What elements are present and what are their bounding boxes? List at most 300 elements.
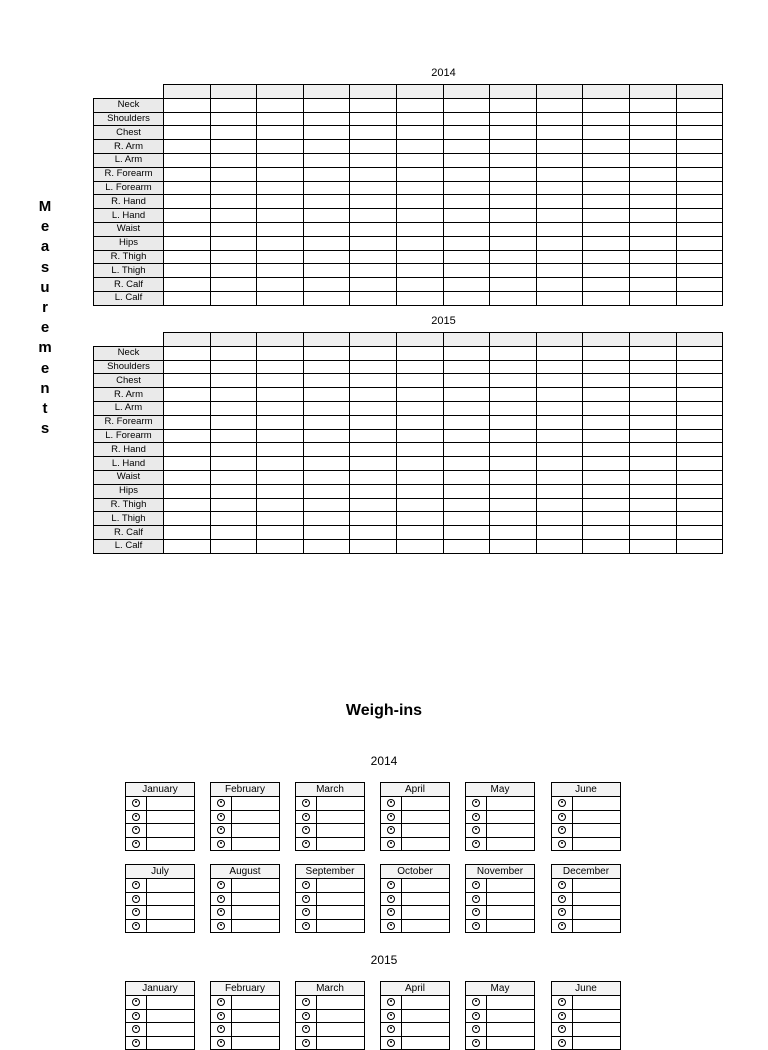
measurement-cell[interactable] — [536, 195, 583, 209]
measurement-cell[interactable] — [443, 264, 490, 278]
weight-entry-cell[interactable] — [402, 920, 449, 933]
measurement-cell[interactable] — [396, 539, 443, 553]
measurement-cell[interactable] — [629, 388, 676, 402]
measurement-cell[interactable] — [396, 470, 443, 484]
measurement-cell[interactable] — [443, 140, 490, 154]
measurement-cell[interactable] — [350, 291, 397, 305]
measurement-cell[interactable] — [676, 443, 723, 457]
measurement-cell[interactable] — [257, 443, 304, 457]
weight-entry-cell[interactable] — [573, 920, 620, 933]
measurement-cell[interactable] — [536, 167, 583, 181]
measurement-cell[interactable] — [629, 126, 676, 140]
measurement-cell[interactable] — [257, 250, 304, 264]
measurement-cell[interactable] — [350, 195, 397, 209]
measurement-cell[interactable] — [350, 98, 397, 112]
measurement-cell[interactable] — [396, 291, 443, 305]
weight-entry-cell[interactable] — [317, 1023, 364, 1036]
measurement-cell[interactable] — [490, 236, 537, 250]
weight-entry-cell[interactable] — [487, 893, 534, 906]
measurement-cell[interactable] — [676, 484, 723, 498]
measurement-cell[interactable] — [350, 539, 397, 553]
measurement-cell[interactable] — [583, 526, 630, 540]
measurement-cell[interactable] — [164, 429, 211, 443]
weight-entry-cell[interactable] — [487, 920, 534, 933]
measurement-cell[interactable] — [676, 360, 723, 374]
measurement-cell[interactable] — [396, 222, 443, 236]
measurement-cell[interactable] — [443, 360, 490, 374]
measurement-cell[interactable] — [490, 153, 537, 167]
measurement-cell[interactable] — [396, 140, 443, 154]
weight-entry-cell[interactable] — [232, 1010, 279, 1023]
measurement-cell[interactable] — [210, 167, 257, 181]
measurement-cell[interactable] — [257, 539, 304, 553]
measurement-cell[interactable] — [164, 181, 211, 195]
measurement-cell[interactable] — [676, 195, 723, 209]
measurement-cell[interactable] — [303, 360, 350, 374]
measurement-cell[interactable] — [443, 291, 490, 305]
weight-entry-cell[interactable] — [402, 879, 449, 892]
measurement-cell[interactable] — [443, 443, 490, 457]
weight-entry-cell[interactable] — [317, 920, 364, 933]
measurement-cell[interactable] — [164, 512, 211, 526]
weight-entry-cell[interactable] — [573, 824, 620, 837]
measurement-cell[interactable] — [583, 222, 630, 236]
measurement-cell[interactable] — [396, 429, 443, 443]
header-cell[interactable] — [536, 85, 583, 99]
measurement-cell[interactable] — [396, 512, 443, 526]
measurement-cell[interactable] — [443, 484, 490, 498]
header-cell[interactable] — [257, 333, 304, 347]
measurement-cell[interactable] — [629, 209, 676, 223]
measurement-cell[interactable] — [443, 167, 490, 181]
measurement-cell[interactable] — [396, 250, 443, 264]
measurement-cell[interactable] — [583, 443, 630, 457]
measurement-cell[interactable] — [164, 291, 211, 305]
measurement-cell[interactable] — [676, 526, 723, 540]
weight-entry-cell[interactable] — [232, 797, 279, 810]
measurement-cell[interactable] — [164, 264, 211, 278]
measurement-cell[interactable] — [210, 443, 257, 457]
measurement-cell[interactable] — [536, 250, 583, 264]
measurement-cell[interactable] — [164, 153, 211, 167]
weight-entry-cell[interactable] — [317, 996, 364, 1009]
measurement-cell[interactable] — [210, 401, 257, 415]
measurement-cell[interactable] — [536, 291, 583, 305]
weight-entry-cell[interactable] — [487, 824, 534, 837]
measurement-cell[interactable] — [583, 181, 630, 195]
measurement-cell[interactable] — [443, 429, 490, 443]
measurement-cell[interactable] — [164, 360, 211, 374]
measurement-cell[interactable] — [257, 512, 304, 526]
measurement-cell[interactable] — [629, 195, 676, 209]
measurement-cell[interactable] — [583, 457, 630, 471]
measurement-cell[interactable] — [257, 140, 304, 154]
measurement-cell[interactable] — [629, 470, 676, 484]
measurement-cell[interactable] — [210, 98, 257, 112]
measurement-cell[interactable] — [676, 512, 723, 526]
weight-entry-cell[interactable] — [402, 906, 449, 919]
measurement-cell[interactable] — [443, 112, 490, 126]
measurement-cell[interactable] — [490, 526, 537, 540]
measurement-cell[interactable] — [629, 360, 676, 374]
measurement-cell[interactable] — [490, 222, 537, 236]
measurement-cell[interactable] — [396, 484, 443, 498]
measurement-cell[interactable] — [629, 140, 676, 154]
measurement-cell[interactable] — [210, 278, 257, 292]
measurement-cell[interactable] — [676, 167, 723, 181]
measurement-cell[interactable] — [164, 250, 211, 264]
measurement-cell[interactable] — [583, 278, 630, 292]
measurement-cell[interactable] — [676, 278, 723, 292]
weight-entry-cell[interactable] — [232, 879, 279, 892]
weight-entry-cell[interactable] — [147, 920, 194, 933]
measurement-cell[interactable] — [164, 167, 211, 181]
measurement-cell[interactable] — [676, 539, 723, 553]
measurement-cell[interactable] — [210, 209, 257, 223]
measurement-cell[interactable] — [536, 374, 583, 388]
measurement-cell[interactable] — [536, 126, 583, 140]
measurement-cell[interactable] — [396, 526, 443, 540]
measurement-cell[interactable] — [210, 153, 257, 167]
measurement-cell[interactable] — [629, 539, 676, 553]
measurement-cell[interactable] — [676, 291, 723, 305]
measurement-cell[interactable] — [443, 346, 490, 360]
measurement-cell[interactable] — [490, 498, 537, 512]
measurement-cell[interactable] — [536, 209, 583, 223]
measurement-cell[interactable] — [490, 264, 537, 278]
measurement-cell[interactable] — [396, 112, 443, 126]
weight-entry-cell[interactable] — [147, 811, 194, 824]
measurement-cell[interactable] — [210, 484, 257, 498]
measurement-cell[interactable] — [210, 526, 257, 540]
measurement-cell[interactable] — [629, 222, 676, 236]
header-cell[interactable] — [164, 85, 211, 99]
measurement-cell[interactable] — [676, 498, 723, 512]
measurement-cell[interactable] — [490, 360, 537, 374]
measurement-cell[interactable] — [257, 498, 304, 512]
measurement-cell[interactable] — [164, 470, 211, 484]
measurement-cell[interactable] — [303, 346, 350, 360]
measurement-cell[interactable] — [303, 429, 350, 443]
measurement-cell[interactable] — [583, 98, 630, 112]
measurement-cell[interactable] — [350, 250, 397, 264]
measurement-cell[interactable] — [303, 264, 350, 278]
measurement-cell[interactable] — [257, 181, 304, 195]
measurement-cell[interactable] — [303, 167, 350, 181]
measurement-cell[interactable] — [583, 374, 630, 388]
measurement-cell[interactable] — [210, 250, 257, 264]
measurement-cell[interactable] — [350, 236, 397, 250]
weight-entry-cell[interactable] — [402, 1010, 449, 1023]
measurement-cell[interactable] — [257, 457, 304, 471]
measurement-cell[interactable] — [396, 195, 443, 209]
measurement-cell[interactable] — [350, 401, 397, 415]
measurement-cell[interactable] — [536, 112, 583, 126]
header-cell[interactable] — [536, 333, 583, 347]
measurement-cell[interactable] — [583, 236, 630, 250]
header-cell[interactable] — [257, 85, 304, 99]
measurement-cell[interactable] — [303, 443, 350, 457]
weight-entry-cell[interactable] — [317, 906, 364, 919]
measurement-cell[interactable] — [536, 236, 583, 250]
measurement-cell[interactable] — [676, 374, 723, 388]
measurement-cell[interactable] — [303, 126, 350, 140]
measurement-cell[interactable] — [257, 264, 304, 278]
measurement-cell[interactable] — [629, 153, 676, 167]
measurement-cell[interactable] — [676, 236, 723, 250]
measurement-cell[interactable] — [536, 526, 583, 540]
weight-entry-cell[interactable] — [147, 797, 194, 810]
measurement-cell[interactable] — [303, 153, 350, 167]
measurement-cell[interactable] — [210, 360, 257, 374]
measurement-cell[interactable] — [257, 209, 304, 223]
measurement-cell[interactable] — [536, 457, 583, 471]
measurement-cell[interactable] — [583, 512, 630, 526]
measurement-cell[interactable] — [210, 346, 257, 360]
measurement-cell[interactable] — [257, 388, 304, 402]
measurement-cell[interactable] — [629, 401, 676, 415]
measurement-cell[interactable] — [303, 374, 350, 388]
measurement-cell[interactable] — [629, 457, 676, 471]
measurement-cell[interactable] — [536, 222, 583, 236]
measurement-cell[interactable] — [629, 291, 676, 305]
measurement-cell[interactable] — [676, 112, 723, 126]
measurement-cell[interactable] — [164, 140, 211, 154]
measurement-cell[interactable] — [583, 153, 630, 167]
measurement-cell[interactable] — [536, 512, 583, 526]
header-cell[interactable] — [583, 85, 630, 99]
measurement-cell[interactable] — [676, 264, 723, 278]
measurement-cell[interactable] — [164, 526, 211, 540]
measurement-cell[interactable] — [303, 526, 350, 540]
header-cell[interactable] — [583, 333, 630, 347]
measurement-cell[interactable] — [210, 195, 257, 209]
measurement-cell[interactable] — [443, 209, 490, 223]
measurement-cell[interactable] — [490, 112, 537, 126]
measurement-cell[interactable] — [350, 112, 397, 126]
weight-entry-cell[interactable] — [317, 811, 364, 824]
measurement-cell[interactable] — [490, 181, 537, 195]
measurement-cell[interactable] — [396, 264, 443, 278]
weight-entry-cell[interactable] — [317, 1010, 364, 1023]
weight-entry-cell[interactable] — [147, 838, 194, 851]
measurement-cell[interactable] — [629, 112, 676, 126]
measurement-cell[interactable] — [490, 126, 537, 140]
measurement-cell[interactable] — [536, 539, 583, 553]
weight-entry-cell[interactable] — [232, 996, 279, 1009]
weight-entry-cell[interactable] — [573, 838, 620, 851]
measurement-cell[interactable] — [396, 401, 443, 415]
measurement-cell[interactable] — [164, 236, 211, 250]
measurement-cell[interactable] — [629, 346, 676, 360]
measurement-cell[interactable] — [443, 526, 490, 540]
measurement-cell[interactable] — [629, 526, 676, 540]
measurement-cell[interactable] — [583, 388, 630, 402]
measurement-cell[interactable] — [629, 415, 676, 429]
weight-entry-cell[interactable] — [402, 797, 449, 810]
measurement-cell[interactable] — [396, 498, 443, 512]
measurement-cell[interactable] — [490, 484, 537, 498]
measurement-cell[interactable] — [676, 470, 723, 484]
measurement-cell[interactable] — [629, 374, 676, 388]
measurement-cell[interactable] — [583, 291, 630, 305]
measurement-cell[interactable] — [257, 291, 304, 305]
weight-entry-cell[interactable] — [487, 1023, 534, 1036]
weight-entry-cell[interactable] — [487, 906, 534, 919]
weight-entry-cell[interactable] — [487, 797, 534, 810]
measurement-cell[interactable] — [350, 222, 397, 236]
measurement-cell[interactable] — [443, 222, 490, 236]
measurement-cell[interactable] — [536, 278, 583, 292]
measurement-cell[interactable] — [210, 498, 257, 512]
measurement-cell[interactable] — [164, 112, 211, 126]
measurement-cell[interactable] — [210, 291, 257, 305]
measurement-cell[interactable] — [257, 167, 304, 181]
measurement-cell[interactable] — [676, 429, 723, 443]
measurement-cell[interactable] — [257, 195, 304, 209]
weight-entry-cell[interactable] — [573, 797, 620, 810]
measurement-cell[interactable] — [583, 429, 630, 443]
measurement-cell[interactable] — [536, 443, 583, 457]
weight-entry-cell[interactable] — [147, 893, 194, 906]
measurement-cell[interactable] — [303, 415, 350, 429]
measurement-cell[interactable] — [583, 195, 630, 209]
weight-entry-cell[interactable] — [317, 797, 364, 810]
measurement-cell[interactable] — [210, 222, 257, 236]
measurement-cell[interactable] — [490, 443, 537, 457]
weight-entry-cell[interactable] — [402, 824, 449, 837]
measurement-cell[interactable] — [676, 415, 723, 429]
measurement-cell[interactable] — [490, 388, 537, 402]
measurement-cell[interactable] — [443, 401, 490, 415]
measurement-cell[interactable] — [350, 374, 397, 388]
measurement-cell[interactable] — [257, 126, 304, 140]
measurement-cell[interactable] — [210, 539, 257, 553]
measurement-cell[interactable] — [396, 153, 443, 167]
measurement-cell[interactable] — [164, 539, 211, 553]
measurement-cell[interactable] — [257, 278, 304, 292]
weight-entry-cell[interactable] — [147, 824, 194, 837]
measurement-cell[interactable] — [396, 167, 443, 181]
weight-entry-cell[interactable] — [317, 838, 364, 851]
measurement-cell[interactable] — [350, 512, 397, 526]
measurement-cell[interactable] — [490, 401, 537, 415]
measurement-cell[interactable] — [676, 250, 723, 264]
measurement-cell[interactable] — [536, 360, 583, 374]
measurement-cell[interactable] — [303, 498, 350, 512]
measurement-cell[interactable] — [490, 470, 537, 484]
measurement-cell[interactable] — [629, 236, 676, 250]
measurement-cell[interactable] — [583, 415, 630, 429]
measurement-cell[interactable] — [396, 346, 443, 360]
measurement-cell[interactable] — [583, 401, 630, 415]
measurement-cell[interactable] — [443, 195, 490, 209]
measurement-cell[interactable] — [536, 264, 583, 278]
measurement-cell[interactable] — [583, 250, 630, 264]
measurement-cell[interactable] — [443, 236, 490, 250]
measurement-cell[interactable] — [350, 498, 397, 512]
measurement-cell[interactable] — [443, 512, 490, 526]
measurement-cell[interactable] — [303, 539, 350, 553]
measurement-cell[interactable] — [443, 498, 490, 512]
measurement-cell[interactable] — [303, 484, 350, 498]
measurement-cell[interactable] — [490, 250, 537, 264]
weight-entry-cell[interactable] — [147, 1023, 194, 1036]
measurement-cell[interactable] — [676, 98, 723, 112]
measurement-cell[interactable] — [490, 140, 537, 154]
weight-entry-cell[interactable] — [147, 996, 194, 1009]
header-cell[interactable] — [350, 85, 397, 99]
measurement-cell[interactable] — [396, 457, 443, 471]
measurement-cell[interactable] — [536, 388, 583, 402]
measurement-cell[interactable] — [443, 388, 490, 402]
header-cell[interactable] — [396, 85, 443, 99]
measurement-cell[interactable] — [210, 470, 257, 484]
header-cell[interactable] — [443, 85, 490, 99]
measurement-cell[interactable] — [583, 539, 630, 553]
header-cell[interactable] — [210, 333, 257, 347]
measurement-cell[interactable] — [490, 291, 537, 305]
weight-entry-cell[interactable] — [573, 893, 620, 906]
header-cell[interactable] — [303, 333, 350, 347]
measurement-cell[interactable] — [676, 126, 723, 140]
measurement-cell[interactable] — [350, 484, 397, 498]
header-cell[interactable] — [350, 333, 397, 347]
weight-entry-cell[interactable] — [487, 996, 534, 1009]
measurement-cell[interactable] — [350, 526, 397, 540]
measurement-cell[interactable] — [583, 264, 630, 278]
header-cell[interactable] — [164, 333, 211, 347]
measurement-cell[interactable] — [396, 360, 443, 374]
header-cell[interactable] — [629, 85, 676, 99]
measurement-cell[interactable] — [443, 98, 490, 112]
measurement-cell[interactable] — [350, 181, 397, 195]
measurement-cell[interactable] — [303, 112, 350, 126]
measurement-cell[interactable] — [396, 374, 443, 388]
measurement-cell[interactable] — [257, 360, 304, 374]
measurement-cell[interactable] — [164, 484, 211, 498]
weight-entry-cell[interactable] — [402, 1023, 449, 1036]
measurement-cell[interactable] — [164, 278, 211, 292]
weight-entry-cell[interactable] — [317, 893, 364, 906]
weight-entry-cell[interactable] — [232, 1037, 279, 1050]
weight-entry-cell[interactable] — [573, 879, 620, 892]
measurement-cell[interactable] — [676, 401, 723, 415]
weight-entry-cell[interactable] — [232, 811, 279, 824]
measurement-cell[interactable] — [490, 429, 537, 443]
measurement-cell[interactable] — [490, 539, 537, 553]
header-cell[interactable] — [490, 85, 537, 99]
measurement-cell[interactable] — [257, 153, 304, 167]
measurement-cell[interactable] — [396, 236, 443, 250]
measurement-cell[interactable] — [210, 429, 257, 443]
measurement-cell[interactable] — [164, 498, 211, 512]
weight-entry-cell[interactable] — [573, 1023, 620, 1036]
measurement-cell[interactable] — [583, 126, 630, 140]
measurement-cell[interactable] — [164, 443, 211, 457]
weight-entry-cell[interactable] — [487, 838, 534, 851]
measurement-cell[interactable] — [490, 512, 537, 526]
measurement-cell[interactable] — [350, 278, 397, 292]
measurement-cell[interactable] — [676, 222, 723, 236]
measurement-cell[interactable] — [676, 181, 723, 195]
weight-entry-cell[interactable] — [317, 879, 364, 892]
measurement-cell[interactable] — [210, 126, 257, 140]
measurement-cell[interactable] — [164, 415, 211, 429]
measurement-cell[interactable] — [583, 470, 630, 484]
measurement-cell[interactable] — [164, 209, 211, 223]
weight-entry-cell[interactable] — [402, 893, 449, 906]
